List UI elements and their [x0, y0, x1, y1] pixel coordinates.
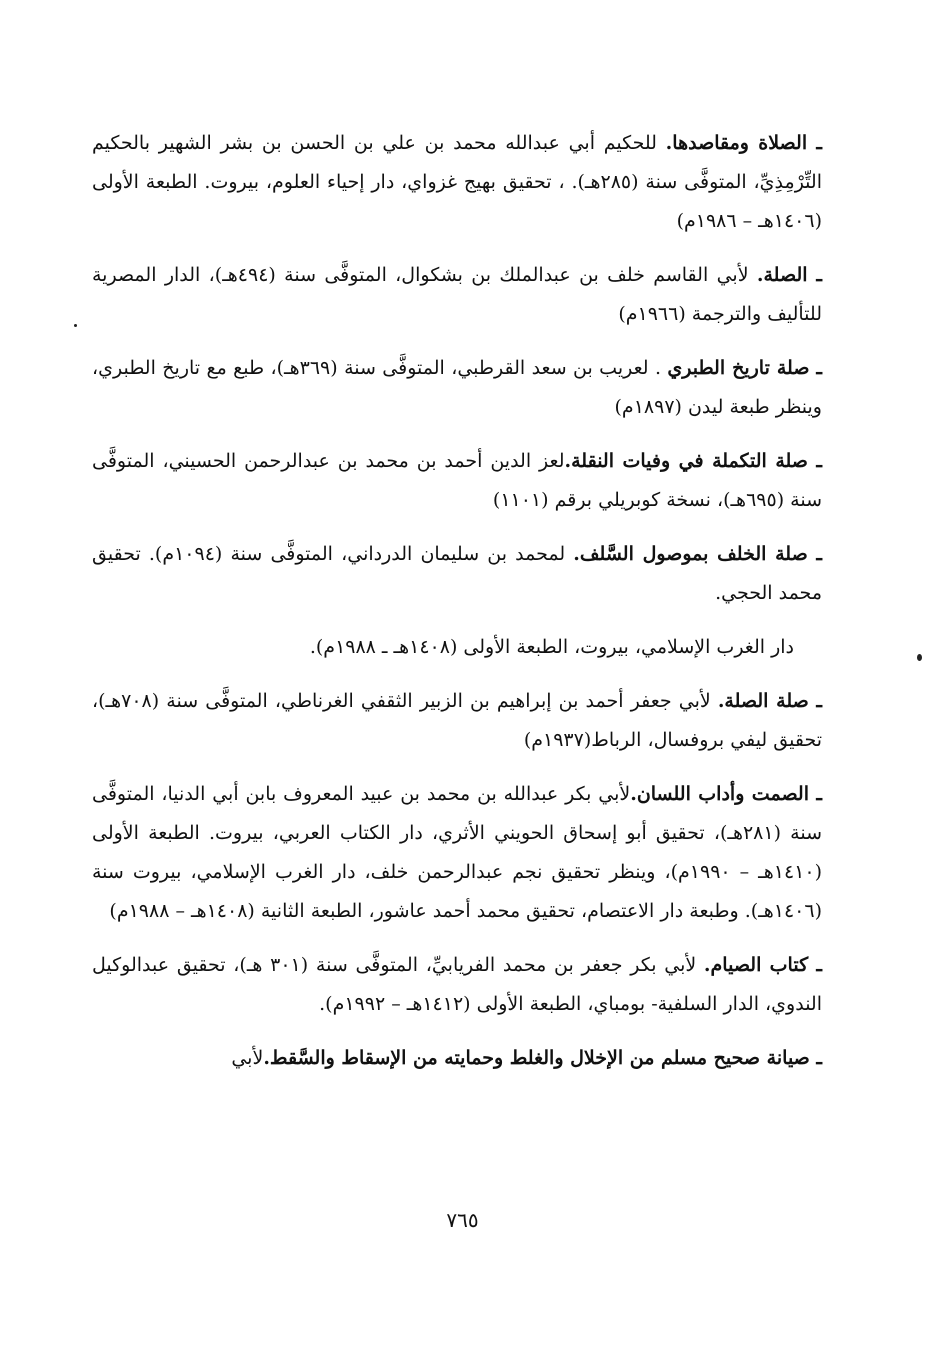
entry-title: ـ الصمت وأداب اللسان.: [630, 783, 822, 805]
bibliography-entry: [92, 946, 822, 1024]
entry-body: دار الغرب الإسلامي، بيروت، الطبعة الأولى (١٤٠٨هـ ـ ١٩٨٨م).: [309, 636, 794, 658]
bibliography-list: [92, 124, 822, 1093]
bibliography-entry: [92, 124, 822, 241]
entry-title: ـ صلة تاريخ الطبري: [667, 357, 822, 379]
entry-body: لأبي القاسم خلف بن عبدالملك بن بشكوال، المتوفَّى سنة (٤٩٤هـ)، الدار المصرية للتأليف والترجمة (١٩٦٦م): [92, 264, 822, 325]
scan-speck: [917, 654, 922, 661]
bibliography-entry: [92, 256, 822, 334]
scan-speck: [74, 324, 77, 327]
bibliography-entry: [92, 682, 822, 760]
entry-body: لأبي جعفر أحمد بن إبراهيم بن الزبير الثقفي الغرناطي، المتوفَّى سنة (٧٠٨هـ)، تحقيق ليفي بروفسال، الرباط(١٩٣٧م): [92, 690, 822, 751]
entry-body: لأبي: [231, 1047, 264, 1069]
entry-title: ـ كتاب الصيام.: [703, 954, 822, 976]
entry-title: ـ صلة الصلة.: [717, 690, 822, 712]
bibliography-entry: [92, 349, 822, 427]
bibliography-entry: [92, 1039, 822, 1078]
entry-title: ـ صلة الخلف بموصول السَّلف.: [573, 543, 822, 565]
entry-title: ـ صلة التكملة في وفيات النقلة.: [564, 450, 822, 472]
entry-title: ـ الصلة.: [756, 264, 822, 286]
bibliography-entry: [92, 442, 822, 520]
entry-title: ـ صيانة صحيح مسلم من الإخلال والغلط وحمايته من الإسقاط والسَّقط.: [263, 1047, 822, 1069]
bibliography-entry-continuation: [92, 628, 822, 667]
entry-body: لأبي بكر جعفر بن محمد الفريابيِّ، المتوفَّى سنة (٣٠١ هـ)، تحقيق عبدالوكيل الندوي، الدار السلفية- بومباي، الطبعة الأولى (١٤١٢هـ – ١٩٩٢م).: [92, 954, 822, 1015]
page-number: ٧٦٥: [446, 1208, 479, 1232]
bibliography-entry: [92, 535, 822, 613]
entry-body: لمحمد بن سليمان الدرداني، المتوفَّى سنة (١٠٩٤م). تحقيق محمد الحجي.: [92, 543, 822, 604]
entry-body: لأبي بكر عبدالله بن محمد بن عبيد المعروف بابن أبي الدنيا، المتوفَّى سنة (٢٨١هـ)، تحقيق أبو إسحاق الحويني الأثري، دار الكتاب العربي، بيروت. الطبعة الأولى (١٤١٠هـ – ١٩٩٠م)، وينظر تحقيق نجم عبدالرحمن خلف، دار الغرب الإسلامي، بيروت سنة (١٤٠٦هـ). وطبعة دار الاعتصام، تحقيق محمد أحمد عاشور، الطبعة الثانية (١٤٠٨هـ – ١٩٨٨م): [92, 783, 823, 922]
entry-body: للحكيم أبي عبدالله محمد بن علي بن الحسن بن بشر الشهير بالحكيم التِّرْمِذِيِّ، المتوفَّى سنة (٢٨٥هـ). ، تحقيق بهيج غزواي، دار إحياء العلوم، بيروت. الطبعة الأولى (١٤٠٦هـ – ١٩٨٦م): [92, 132, 822, 232]
bibliography-entry: [92, 775, 822, 931]
entry-body: لعز الدين أحمد بن محمد بن عبدالرحمن الحسيني، المتوفَّى سنة (٦٩٥هـ)، نسخة كوبريلي برقم (١١٠١): [92, 450, 822, 511]
entry-body: . لعريب بن سعد القرطبي، المتوفَّى سنة (٣٦٩هـ)، طبع مع تاريخ الطبري، وينظر طبعة ليدن (١٨٩٧م): [92, 357, 822, 418]
entry-title: ـ الصلاة ومقاصدها.: [665, 132, 822, 154]
